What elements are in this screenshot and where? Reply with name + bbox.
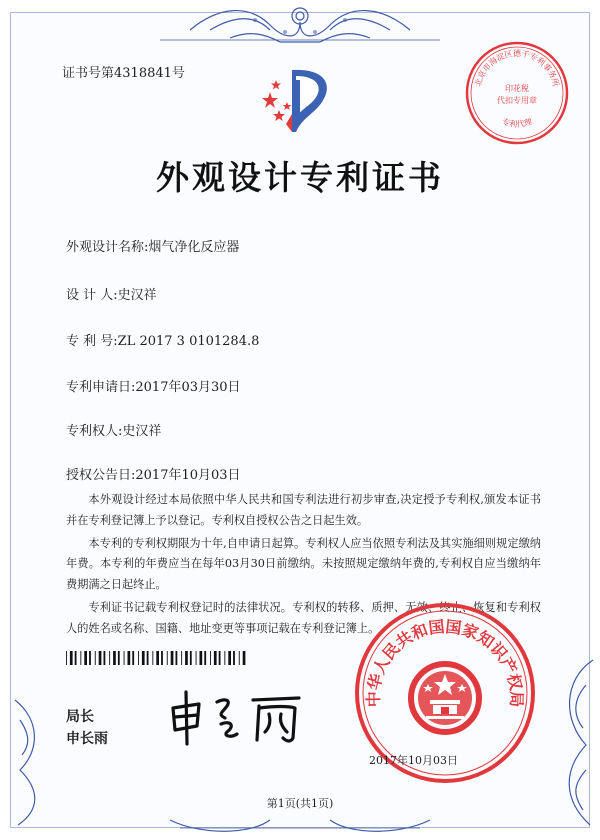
field-value: 烟气净化反应器	[148, 240, 240, 255]
barcode-bar	[161, 651, 163, 665]
barcode-bar	[167, 651, 168, 665]
field-value: 史汉祥	[122, 424, 162, 439]
barcode-bar	[147, 651, 149, 665]
field-label: 专利权人:	[66, 424, 123, 439]
barcode-bar	[113, 651, 116, 665]
barcode-bar	[200, 651, 203, 665]
barcode-bar	[243, 651, 246, 665]
barcode-bar	[204, 651, 206, 665]
barcode-bar	[124, 651, 125, 665]
barcode-bar	[196, 651, 197, 665]
barcode-bar	[219, 651, 221, 665]
field-designer	[66, 284, 157, 303]
field-patent-number	[66, 330, 259, 349]
agency-seal-line-2: 代扣专用章	[497, 96, 537, 105]
director-title: 局长	[66, 709, 94, 725]
barcode-bar	[75, 651, 77, 665]
barcode-bar	[109, 651, 110, 665]
barcode-bar	[89, 651, 91, 665]
body-paragraph: 专利证书记载专利权登记时的法律状况。专利权的转移、质押、无效、终止、恢复和专利权人的姓名或名称、国籍、地址变更等事项记载在专利登记簿上。	[66, 600, 541, 635]
barcode-bar	[190, 651, 192, 665]
agency-seal-bottom-text: 专利代理	[500, 116, 534, 130]
certificate-title: 外观设计专利证书	[156, 158, 444, 197]
field-label: 外观设计名称:	[66, 240, 149, 255]
office-seal-text: 中华人民共和国国家知识产权局	[363, 616, 527, 708]
barcode-bar	[185, 651, 188, 665]
field-value: 2017年10月03日	[135, 468, 241, 483]
barcode-bar	[84, 651, 87, 665]
barcode-bar	[152, 651, 153, 665]
agency-seal-top-text: 北京市海淀区德千专利事务所	[473, 49, 561, 88]
barcode-bar	[228, 651, 231, 665]
barcode-bar	[138, 651, 139, 665]
body-paragraph: 本专利的专利权期限为十年,自申请日起算。专利权人应当依照专利法及其实施细则规定缴纳年费。本专利的年费应当在每年03月30日前缴纳。未按照规定缴纳年费的,专利权自应当缴纳年费期满之日起终止。	[66, 536, 541, 592]
barcode-bar	[210, 651, 211, 665]
field-design-name	[66, 236, 239, 255]
barcode-bar	[171, 651, 174, 665]
field-application-date	[66, 376, 241, 395]
patent-office-logo	[262, 62, 342, 142]
barcode-bar	[128, 651, 131, 665]
barcode-bar	[181, 651, 182, 665]
barcode-bar	[224, 651, 225, 665]
barcode-bar	[132, 651, 134, 665]
field-label: 专利申请日:	[66, 380, 136, 395]
barcode-bar	[142, 651, 145, 665]
barcode-bar	[95, 651, 96, 665]
barcode-bar	[233, 651, 235, 665]
page-number: 第1页(共1页)	[266, 797, 334, 810]
barcode-bar	[156, 651, 159, 665]
field-grant-date	[66, 464, 241, 483]
barcode	[66, 651, 246, 665]
certificate-number: 证书号第4318841号	[62, 66, 185, 81]
field-label: 设 计 人:	[66, 288, 118, 303]
barcode-bar	[66, 651, 67, 665]
issue-date: 2017年10月03日	[369, 754, 458, 767]
national-emblem-icon	[411, 664, 479, 732]
field-value: 2017年03月30日	[135, 380, 241, 395]
barcode-bar	[70, 651, 73, 665]
field-patentee	[66, 420, 161, 439]
barcode-bar	[118, 651, 120, 665]
director-name: 申长雨	[66, 731, 108, 747]
agency-seal-stamp	[462, 38, 572, 148]
field-value: ZL 2017 3 0101284.8	[117, 334, 260, 349]
agency-seal-line-1: 印花税	[505, 84, 529, 93]
barcode-bar	[176, 651, 178, 665]
field-label: 专 利 号:	[66, 334, 118, 349]
handwritten-signature	[165, 688, 315, 748]
barcode-bar	[239, 651, 240, 665]
barcode-bar	[99, 651, 102, 665]
barcode-bar	[80, 651, 81, 665]
barcode-bar	[104, 651, 106, 665]
barcode-bar	[214, 651, 217, 665]
field-value: 史汉祥	[117, 288, 157, 303]
field-label: 授权公告日:	[66, 468, 136, 483]
svg-text:专利代理	[501, 116, 534, 129]
body-paragraph: 本外观设计经过本局依照中华人民共和国专利法进行初步审查,决定授予专利权,颁发本证书并在专利登记簿上予以登记。专利权自授权公告之日起生效。	[66, 493, 541, 527]
